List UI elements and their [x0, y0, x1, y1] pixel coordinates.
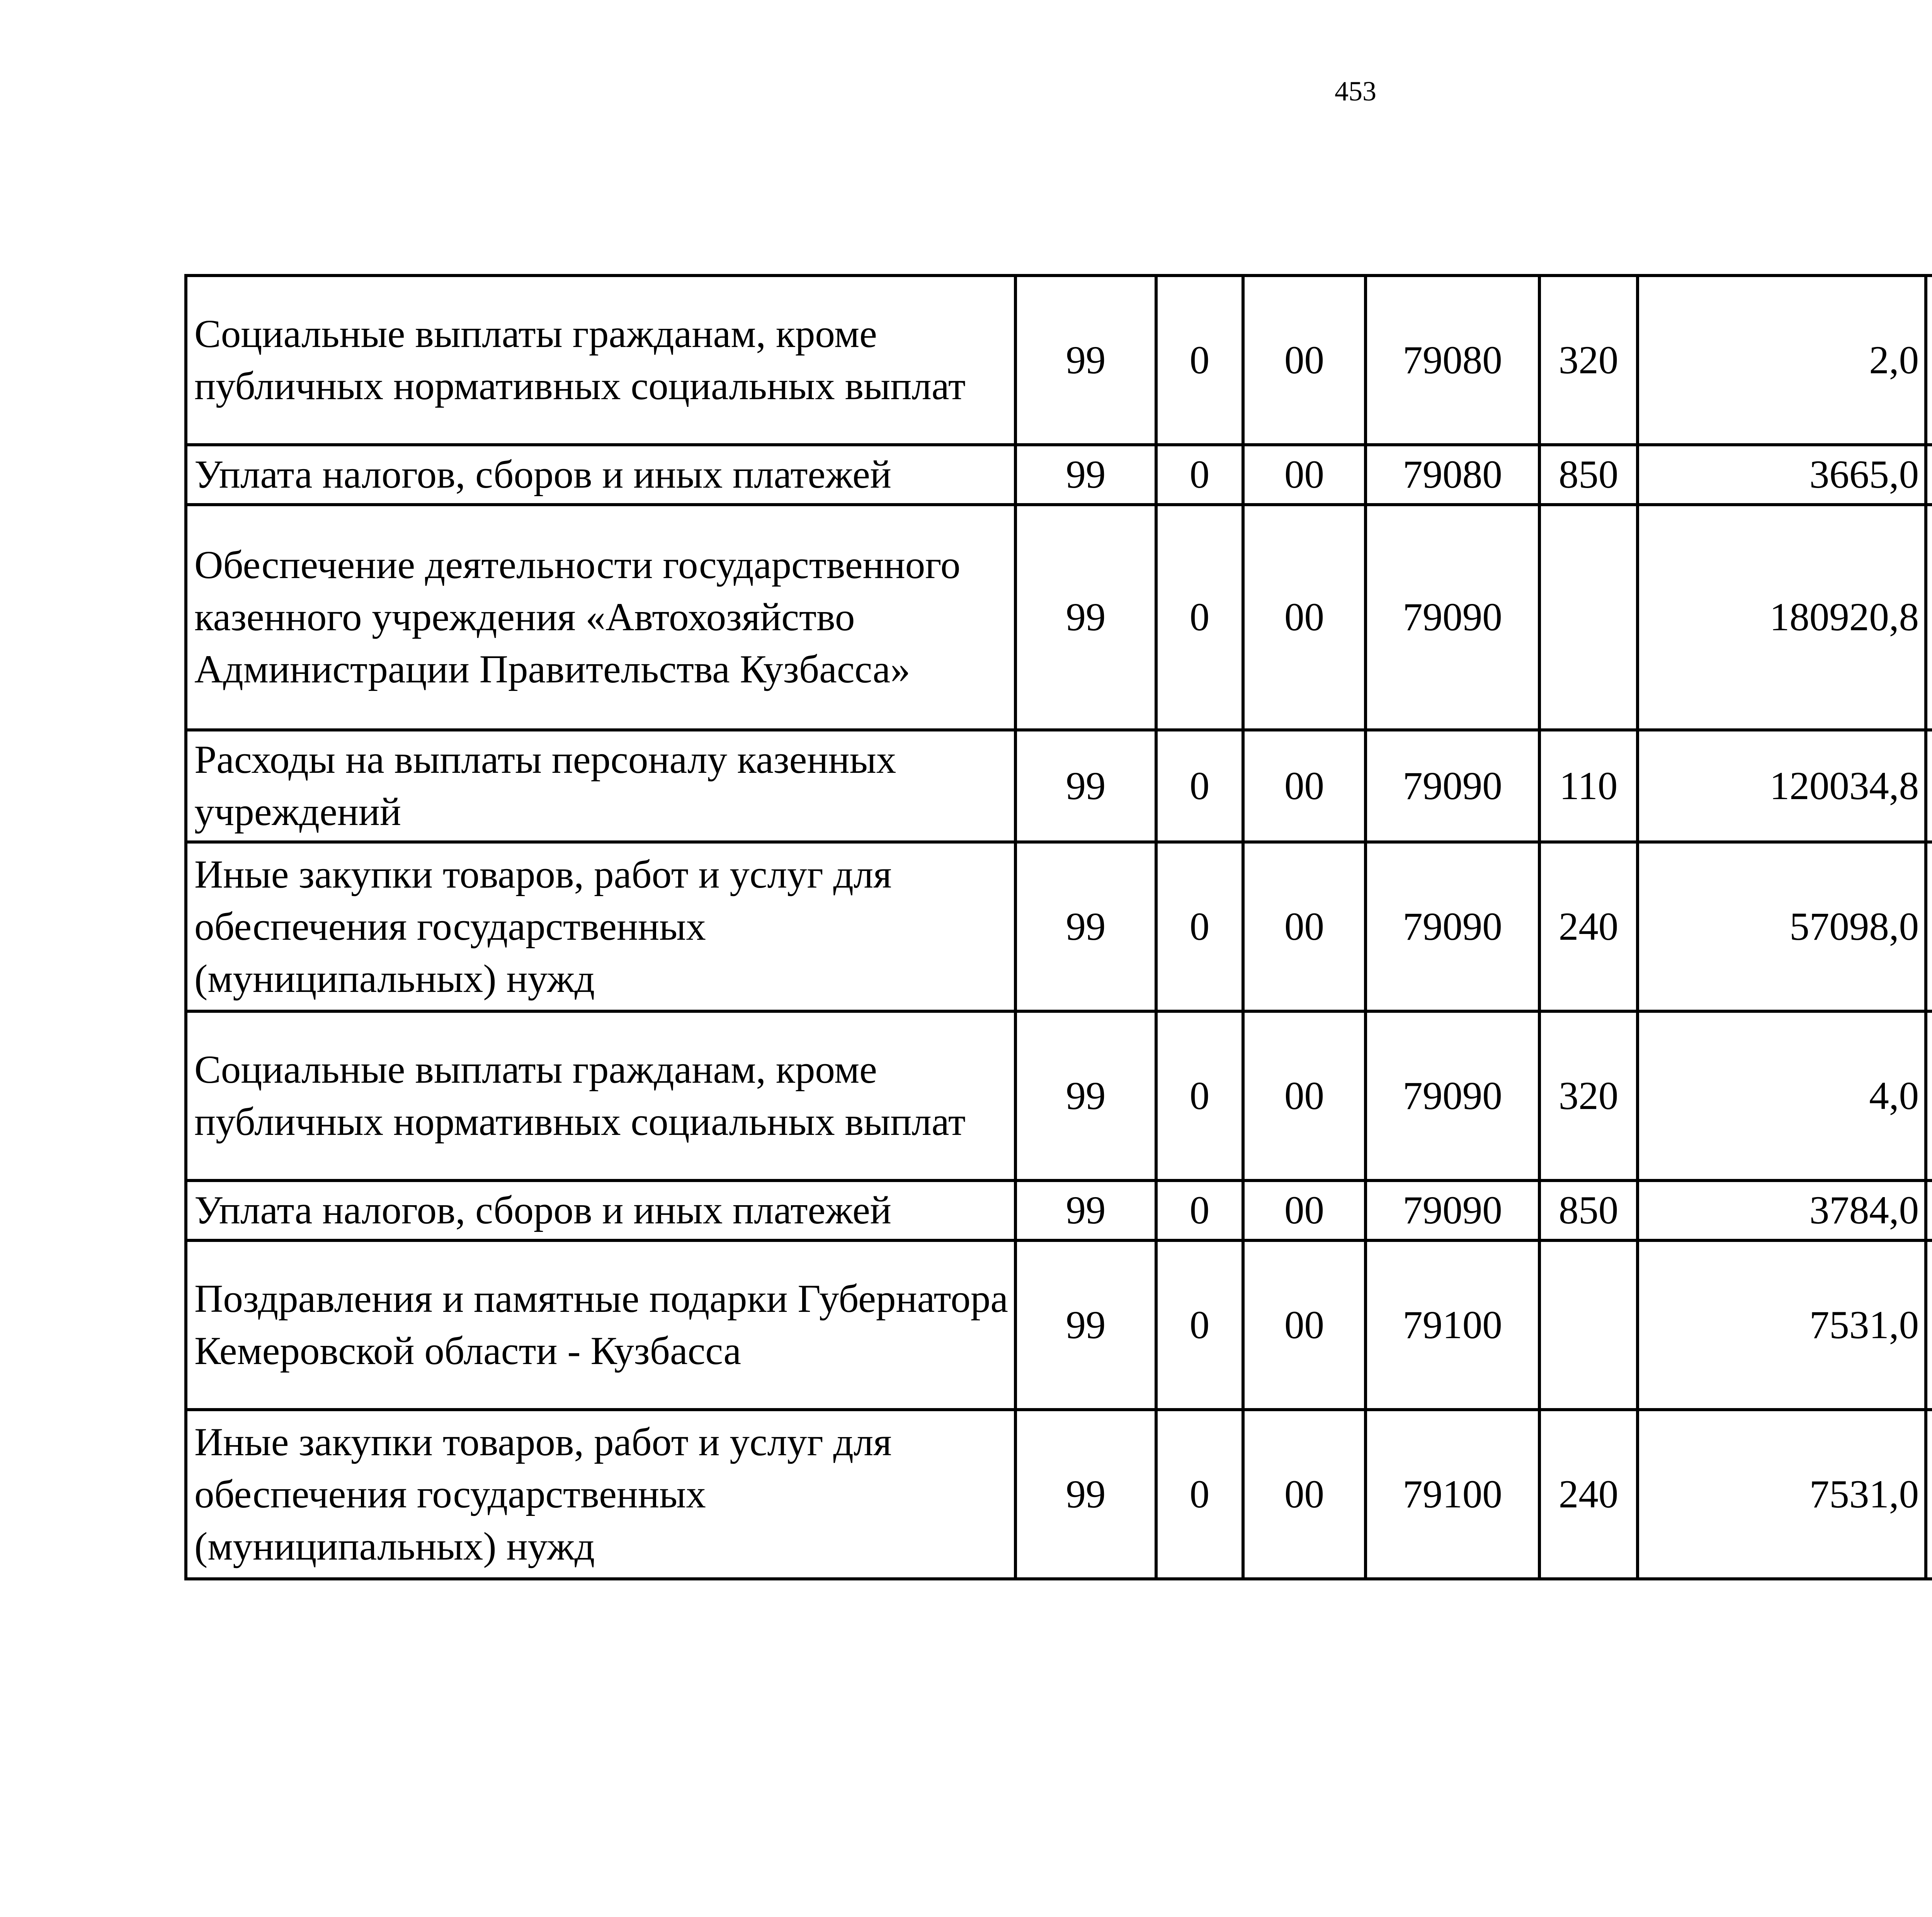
amount-year-2 [1926, 842, 1932, 1011]
amount-year-2 [1926, 445, 1932, 505]
amount-year-2 [1926, 1180, 1932, 1240]
subprogram-code: 0 [1156, 276, 1243, 445]
table-row [186, 1180, 1932, 1240]
expense-type-code: 850 [1539, 1180, 1638, 1240]
amount-year-1: 120034,8 [1638, 730, 1926, 842]
amount-year-1: 7531,0 [1638, 1410, 1926, 1579]
direction-code: 79100 [1366, 1240, 1539, 1410]
program-code: 99 [1015, 730, 1156, 842]
main-event-code: 00 [1243, 1410, 1366, 1579]
main-event-code: 00 [1243, 730, 1366, 842]
subprogram-code: 0 [1156, 1410, 1243, 1579]
expense-type-code: 240 [1539, 1410, 1638, 1579]
program-code: 99 [1015, 1011, 1156, 1180]
expense-type-code: 240 [1539, 842, 1638, 1011]
table-row [186, 445, 1932, 505]
amount-year-2 [1926, 505, 1932, 730]
subprogram-code: 0 [1156, 505, 1243, 730]
subprogram-code: 0 [1156, 842, 1243, 1011]
table-row [186, 842, 1932, 1011]
table-row [186, 1240, 1932, 1410]
row-description: Обеспечение деятельности государственного казенного учреждения «Автохозяйство Администрации Правительства Кузбасса» [186, 505, 1015, 730]
main-event-code: 00 [1243, 1180, 1366, 1240]
amount-year-2 [1926, 730, 1932, 842]
subprogram-code: 0 [1156, 1180, 1243, 1240]
direction-code: 79090 [1366, 730, 1539, 842]
table-row [186, 1011, 1932, 1180]
table-row [186, 276, 1932, 445]
expense-type-code: 320 [1539, 276, 1638, 445]
direction-code: 79090 [1366, 505, 1539, 730]
program-code: 99 [1015, 505, 1156, 730]
program-code: 99 [1015, 1240, 1156, 1410]
amount-year-2 [1926, 1410, 1932, 1579]
amount-year-2 [1926, 1011, 1932, 1180]
budget-table [184, 274, 1932, 1580]
program-code: 99 [1015, 1180, 1156, 1240]
main-event-code: 00 [1243, 276, 1366, 445]
main-event-code: 00 [1243, 1011, 1366, 1180]
row-description: Расходы на выплаты персоналу казенных учреждений [186, 730, 1015, 842]
direction-code: 79090 [1366, 842, 1539, 1011]
row-description: Поздравления и памятные подарки Губернатора Кемеровской области - Кузбасса [186, 1240, 1015, 1410]
subprogram-code: 0 [1156, 445, 1243, 505]
table-body [186, 276, 1932, 1579]
row-description: Социальные выплаты гражданам, кроме публичных нормативных социальных выплат [186, 1011, 1015, 1180]
expense-type-code: 850 [1539, 445, 1638, 505]
expense-type-code: 110 [1539, 730, 1638, 842]
expense-type-code [1539, 1240, 1638, 1410]
amount-year-1: 57098,0 [1638, 842, 1926, 1011]
table-row [186, 505, 1932, 730]
amount-year-2 [1926, 1240, 1932, 1410]
direction-code: 79090 [1366, 1011, 1539, 1180]
row-description: Иные закупки товаров, работ и услуг для обеспечения государственных (муниципальных) нужд [186, 1410, 1015, 1579]
direction-code: 79080 [1366, 445, 1539, 505]
main-event-code: 00 [1243, 842, 1366, 1011]
row-description: Иные закупки товаров, работ и услуг для обеспечения государственных (муниципальных) нужд [186, 842, 1015, 1011]
expense-type-code: 320 [1539, 1011, 1638, 1180]
main-event-code: 00 [1243, 1240, 1366, 1410]
subprogram-code: 0 [1156, 1240, 1243, 1410]
table-row [186, 730, 1932, 842]
amount-year-1: 3784,0 [1638, 1180, 1926, 1240]
subprogram-code: 0 [1156, 730, 1243, 842]
direction-code: 79100 [1366, 1410, 1539, 1579]
program-code: 99 [1015, 842, 1156, 1011]
amount-year-1: 2,0 [1638, 276, 1926, 445]
amount-year-2 [1926, 276, 1932, 445]
row-description: Социальные выплаты гражданам, кроме публичных нормативных социальных выплат [186, 276, 1015, 445]
direction-code: 79090 [1366, 1180, 1539, 1240]
subprogram-code: 0 [1156, 1011, 1243, 1180]
expense-type-code [1539, 505, 1638, 730]
program-code: 99 [1015, 445, 1156, 505]
amount-year-1: 4,0 [1638, 1011, 1926, 1180]
main-event-code: 00 [1243, 445, 1366, 505]
program-code: 99 [1015, 276, 1156, 445]
amount-year-1: 3665,0 [1638, 445, 1926, 505]
row-description: Уплата налогов, сборов и иных платежей [186, 1180, 1015, 1240]
amount-year-1: 7531,0 [1638, 1240, 1926, 1410]
row-description: Уплата налогов, сборов и иных платежей [186, 445, 1015, 505]
program-code: 99 [1015, 1410, 1156, 1579]
direction-code: 79080 [1366, 276, 1539, 445]
main-event-code: 00 [1243, 505, 1366, 730]
page-number: 453 [1335, 76, 1376, 107]
amount-year-1: 180920,8 [1638, 505, 1926, 730]
table-row [186, 1410, 1932, 1579]
